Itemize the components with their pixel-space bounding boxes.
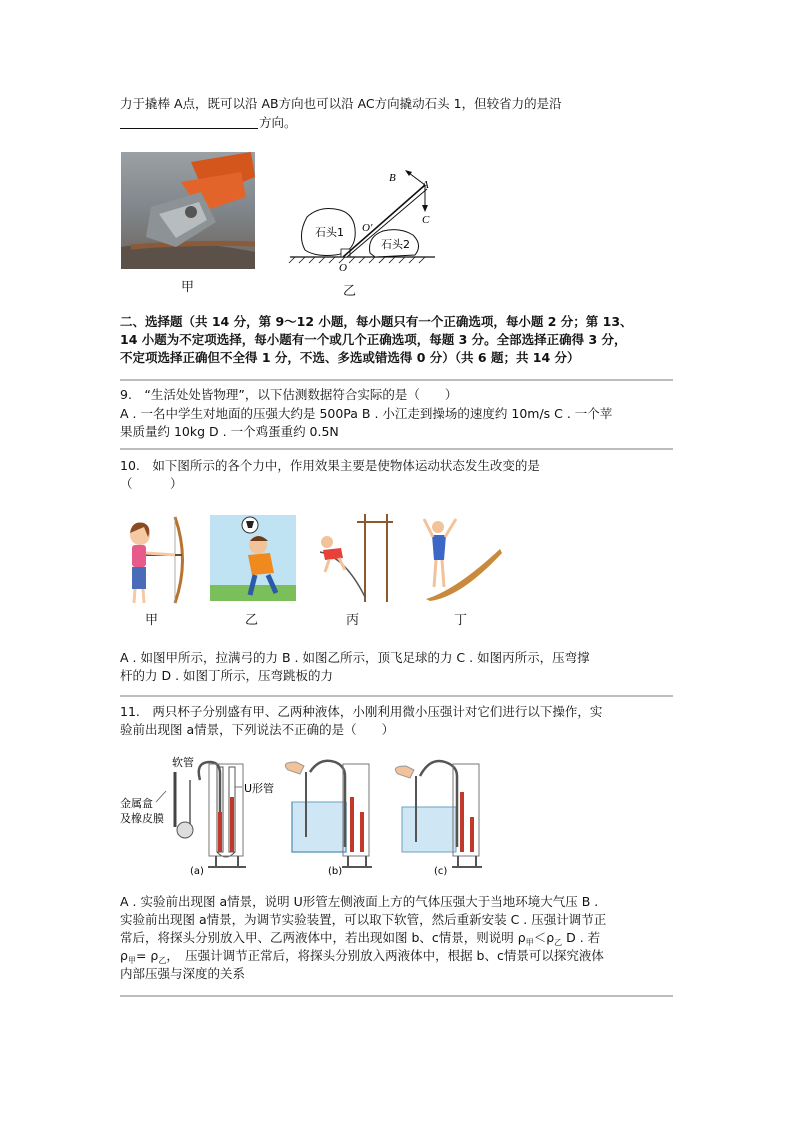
bolt-cutter-photo <box>121 152 255 269</box>
question-11-stem: 验前出现图 a情景，下列说法不正确的是（ ） <box>120 722 395 737</box>
label-utube: U形管 <box>244 782 275 795</box>
label-metal-box: 金属盒 <box>120 797 153 810</box>
section-heading-line: 14 小题为不定项选择，每小题有一个或几个正确选项，每题 3 分。全部选择正确得 3 分， <box>120 332 627 347</box>
option-d-label: D . 若 <box>566 930 601 945</box>
label-a: (a) <box>190 866 204 877</box>
label-a: A <box>422 179 429 191</box>
figure-caption-yi: 乙 <box>343 284 357 299</box>
figure-caption-ding: 丁 <box>454 613 468 628</box>
figure-caption-jia: 甲 <box>145 613 159 628</box>
question-11-options: 内部压强与深度的关系 <box>120 966 246 981</box>
question-9-stem: 9. “生活处处皆物理”，以下估测数据符合实际的是（ ） <box>120 387 458 402</box>
label-rubber-film: 及橡皮膜 <box>120 812 164 825</box>
section-heading-line: 二、选择题（共 14 分，第 9～12 小题，每小题只有一个正确选项，每小题 2 分；第 13、 <box>120 314 633 329</box>
question-11-stem: 11. 两只杯子分别盛有甲、乙两种液体，小刚利用微小压强计对它们进行以下操作，实 <box>120 704 603 719</box>
section-heading-line: 不定项选择正确但不全得 1 分，不选、多选或错选得 0 分）（共 6 题；共 14 分） <box>120 350 580 365</box>
divider <box>120 995 673 997</box>
less-than-sign: ＜ <box>533 930 547 945</box>
label-stone2: 石头2 <box>381 238 410 251</box>
figure-caption-jia: 甲 <box>181 280 195 295</box>
diving-board-figure <box>416 515 502 601</box>
question-10-options: 杆的力 D . 如图丁所示，压弯跳板的力 <box>120 668 334 683</box>
question-9-options: A . 一名中学生对地面的压强大约是 500Pa B . 小江走到操场的速度约 10m/s C . 一个苹 <box>120 406 613 421</box>
option-text: 常后，将探头分别放入甲、乙两液体中，若出现如图 b、c情景，则说明 ρ <box>120 930 526 945</box>
option-text: = ρ <box>135 948 159 963</box>
label-o-prime: O′ <box>362 222 373 234</box>
question-10-paren: （ ） <box>120 476 183 491</box>
archer-girl-figure <box>120 515 185 605</box>
subscript-jia: 甲 <box>525 938 534 947</box>
label-stone1: 石头1 <box>315 226 344 239</box>
answer-blank <box>120 128 258 129</box>
question-10-stem: 10. 如下图所示的各个力中，作用效果主要是使物体运动状态发生改变的是 <box>120 458 540 473</box>
option-text: ρ <box>120 948 128 963</box>
question-text-line: 力于撬棒 A点，既可以沿 AB方向也可以沿 AC方向撬动石头 1，但较省力的是沿 <box>120 96 562 111</box>
question-9-options: 果质量约 10kg D . 一个鸡蛋重约 0.5N <box>120 424 339 439</box>
question-10-options: A . 如图甲所示，拉满弓的力 B . 如图乙所示，顶飞足球的力 C . 如图丙所示，压弯撑 <box>120 650 590 665</box>
divider <box>120 379 673 381</box>
label-hose: 软管 <box>172 756 194 769</box>
lever-diagram <box>285 165 440 275</box>
pole-vault-figure <box>315 512 395 604</box>
figure-caption-yi: 乙 <box>245 613 259 628</box>
label-o: O <box>339 262 347 274</box>
question-text-suffix: 方向。 <box>259 115 297 130</box>
subscript-yi: 乙 <box>554 938 563 947</box>
label-b: B <box>389 172 396 184</box>
subscript-jia: 甲 <box>127 956 136 965</box>
question-11-options: A . 实验前出现图 a情景，说明 U形管左侧液面上方的气体压强大于当地环境大气压 B . <box>120 894 599 909</box>
option-text: ， 压强计调节正常后，将探头分别放入两液体中，根据 b、c情景可以探究液体 <box>166 948 604 963</box>
question-11-options: 实验前出现图 a情景，为调节实验装置，可以取下软管，然后重新安装 C . 压强计调节正 <box>120 912 607 927</box>
label-b: (b) <box>328 866 343 877</box>
option-text: ρ <box>546 930 555 945</box>
label-c: C <box>422 214 430 226</box>
divider <box>120 448 673 450</box>
football-header-figure <box>210 515 296 601</box>
divider <box>120 695 673 697</box>
subscript-yi: 乙 <box>158 956 167 965</box>
manometer-figure <box>120 752 500 877</box>
figure-caption-bing: 丙 <box>346 613 360 628</box>
label-c: (c) <box>434 866 448 877</box>
